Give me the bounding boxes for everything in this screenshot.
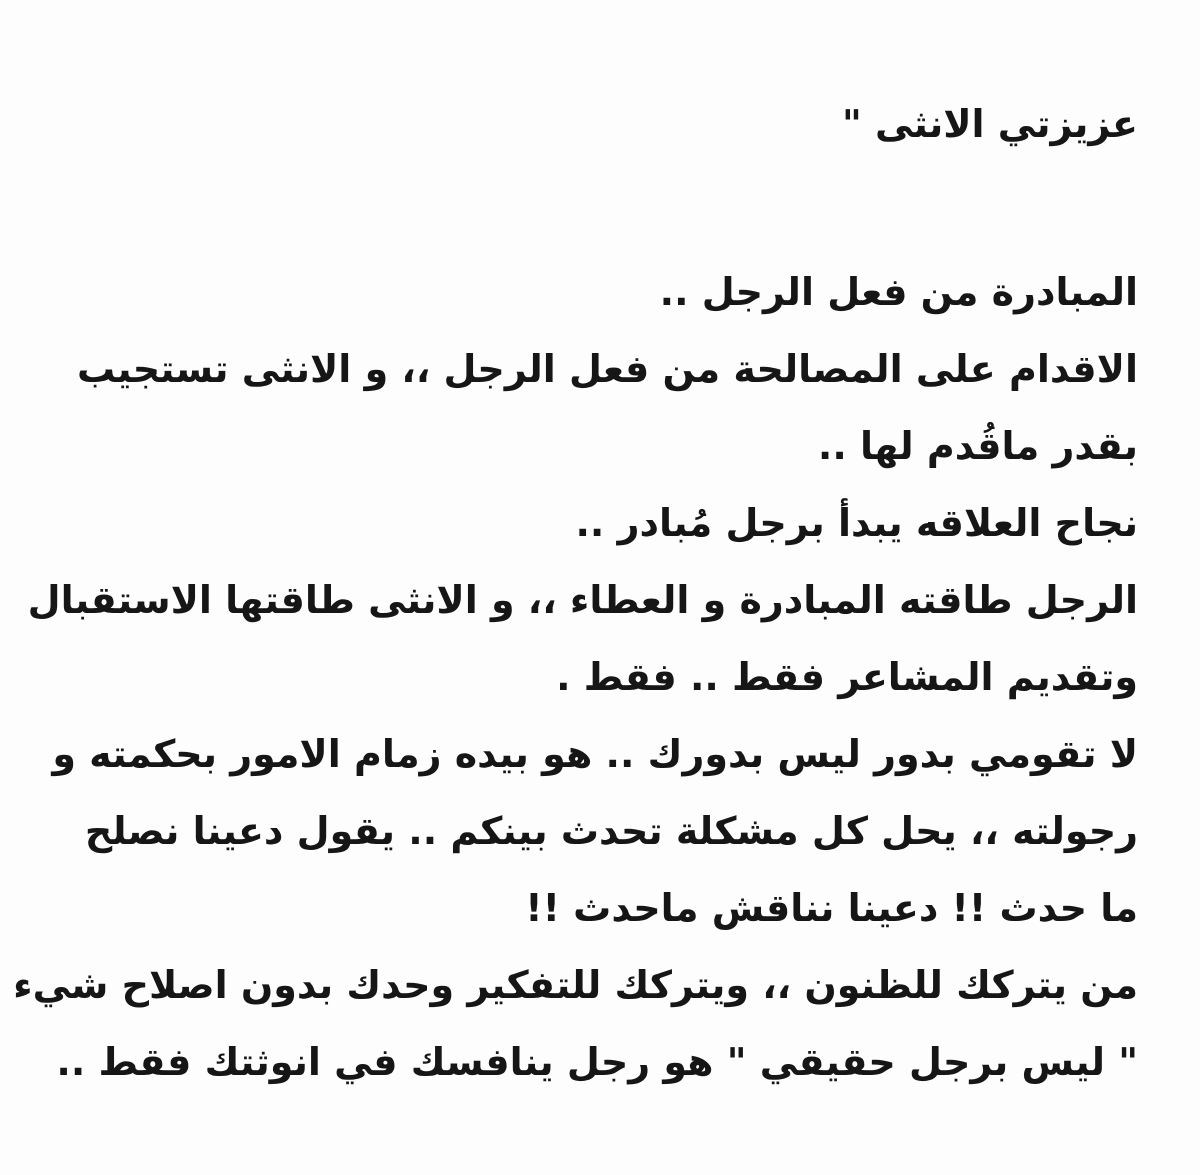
text-line: الاقدام على المصالحة من فعل الرجل ،، و الانثى تستجيب — [76, 347, 1138, 391]
text-line: ما حدث !! دعينا نناقش ماحدث !! — [525, 886, 1138, 930]
document-title: عزيزتي الانثى " — [841, 102, 1138, 146]
text-line: وتقديم المشاعر فقط .. فقط . — [556, 655, 1138, 699]
text-line: " ليس برجل حقيقي " هو رجل ينافسك في انوثتك فقط .. — [56, 1040, 1138, 1084]
text-line: لا تقومي بدور ليس بدورك .. هو بيده زمام الامور بحكمته و — [52, 732, 1138, 776]
text-line: المبادرة من فعل الرجل .. — [659, 270, 1138, 314]
text-line: من يتركك للظنون ،، ويتركك للتفكير وحدك بدون اصلاح شيء — [13, 963, 1138, 1007]
text-line: رجولته ،، يحل كل مشكلة تحدث بينكم .. يقول دعينا نصلح — [84, 809, 1138, 853]
text-line: بقدر ماقُدم لها .. — [817, 424, 1138, 468]
text-line: نجاح العلاقه يبدأ برجل مُبادر .. — [575, 501, 1138, 545]
text-line: الرجل طاقته المبادرة و العطاء ،، و الانثى طاقتها الاستقبال — [27, 578, 1138, 622]
document-body — [13, 254, 1138, 1101]
